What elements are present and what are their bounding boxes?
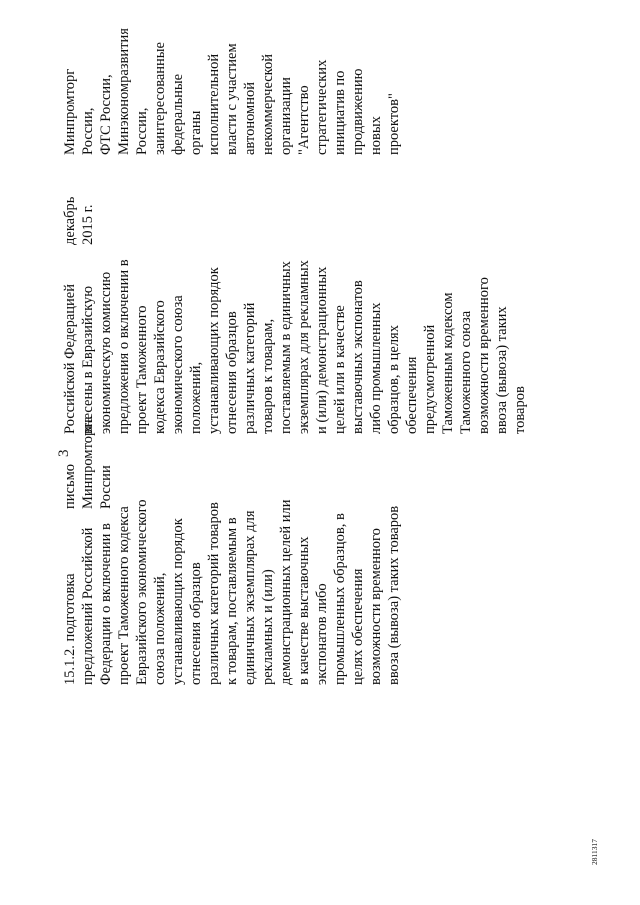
expected-result-cell: Российской Федерацией внесены в Евразийскую экономическую комиссию предложения о включении в проект Таможенного кодекса Евразийского экономического союза положений, устанавливающих порядок отнесения образцов различных категорий товаров к товарам, поставляемым в единичных экземплярах для рекламных и (или) демонстрационных целей или в качестве выставочных экспонатов либо промышленных образцов, в целях обеспечения предусмотренной Таможенным кодексом Таможенного союза возможности временного ввоза (вывоза) таких товаров (62, 259, 528, 434)
footer-code: 2811317 (590, 839, 599, 865)
deadline-cell: декабрь 2015 г. (62, 196, 96, 245)
document-type-cell: письмо Минпромторга России (62, 416, 114, 509)
responsible-cell: Минпромторг России, ФТС России, Минэкономразвития России, заинтересованные федеральные органы исполнительной власти с участием автономной некоммерческой организации "Агентство стратегических инициатив по продвижению новых проектов" (62, 28, 402, 155)
page-number: 3 (56, 449, 72, 457)
measure-cell: 15.1.2. подготовка предложений Российской Федерации о включении в проект Таможенного кодекса Евразийского экономического союза положений, устанавливающих порядок отнесения образцов различных категорий товаров к товарам, поставляемым в единичных экземплярах для рекламных и (или) демонстрационных целей или в качестве выставочных экспонатов либо промышленных образцов, в целях обеспечения возможности временного ввоза (вывоза) таких товаров (62, 499, 402, 685)
